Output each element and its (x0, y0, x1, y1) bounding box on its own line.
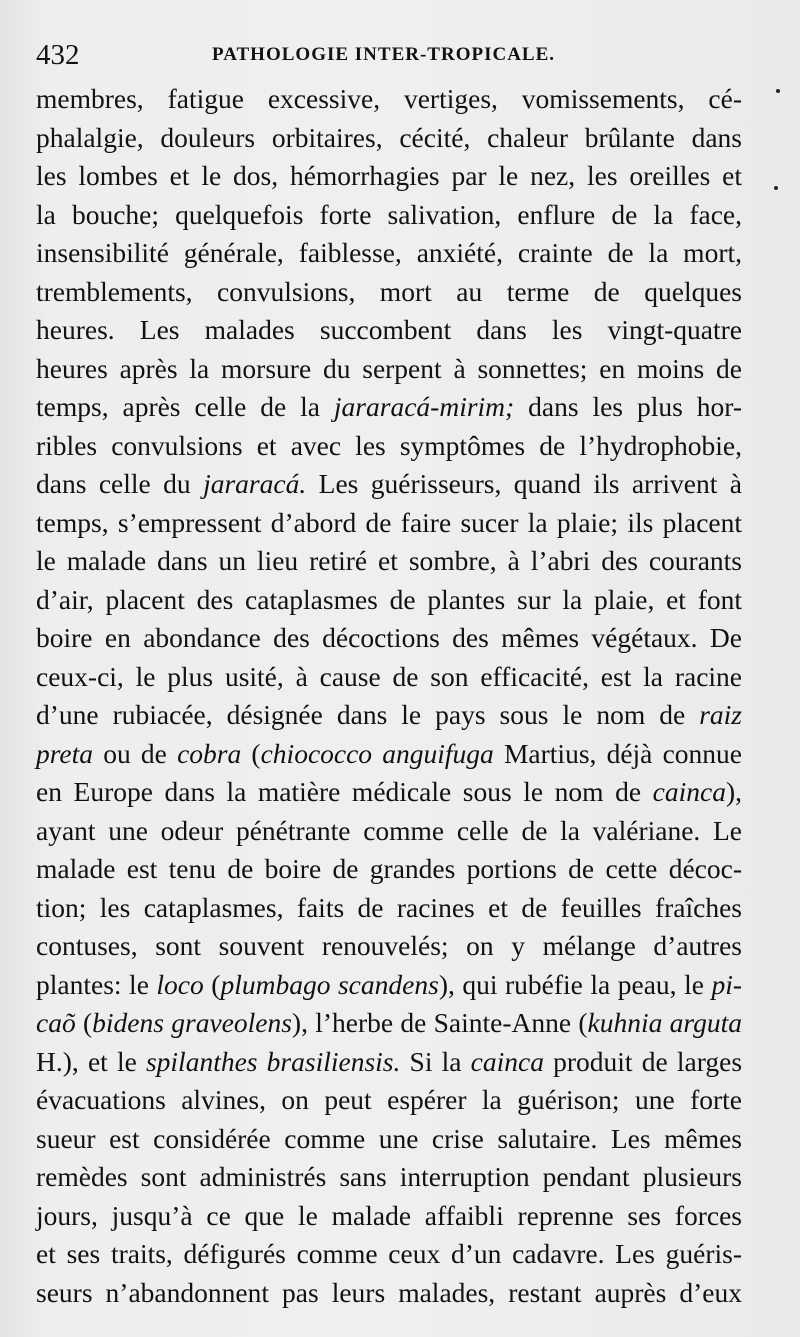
text-segment: dans les plus hor- (514, 391, 742, 422)
text-line (36, 850, 742, 889)
text-segment: jours, jusqu’à ce que le malade affaibli reprenne ses forces (36, 1199, 742, 1231)
text-segment: Martius, déjà connue (493, 737, 742, 769)
text-line (36, 812, 742, 851)
text-segment: ayant une odeur pénétrante comme celle de la valériane. Le (36, 814, 742, 846)
page-number: 432 (36, 39, 80, 71)
text-segment: ), et le (62, 1045, 146, 1077)
text-line (36, 927, 742, 966)
text-segment: tion; les cataplasmes, faits de racines et de feuilles fraîches (36, 891, 742, 923)
text-line (36, 696, 742, 735)
text-line (36, 619, 742, 658)
italic-term: chiococco anguifuga (260, 737, 494, 769)
text-line (36, 1004, 742, 1043)
italic-term: preta (36, 737, 94, 769)
text-line (36, 1158, 742, 1197)
text-segment: heures après la morsure du serpent à sonnettes; en moins de (36, 352, 742, 384)
text-segment: Si la (400, 1045, 471, 1077)
text-line (36, 735, 742, 774)
text-line (36, 427, 742, 466)
text-line (36, 80, 742, 119)
text-segment: ), (725, 776, 742, 807)
text-line (36, 1043, 742, 1082)
text-line (36, 465, 742, 504)
text-segment: membres, fatigue excessive, vertiges, vomissements, cé- (36, 83, 742, 114)
text-line (36, 1274, 742, 1313)
text-line (36, 196, 742, 235)
page-header (36, 38, 766, 72)
italic-term: jararacá. (203, 468, 307, 499)
print-speck (774, 186, 778, 190)
italic-term: cainca (652, 776, 726, 807)
text-line (36, 350, 742, 389)
italic-term: cobra (177, 737, 242, 769)
text-line (36, 658, 742, 697)
text-segment: insensibilité générale, faiblesse, anxiété, crainte de la mort, (36, 237, 742, 268)
text-segment: seurs n’abandonnent pas leurs malades, restant auprès d’eux (36, 1276, 742, 1308)
text-segment: la bouche; quelquefois forte salivation, enflure de la face, (36, 198, 742, 230)
text-line (36, 773, 742, 812)
italic-term: jararacá-mirim; (333, 391, 515, 422)
text-segment: temps, s’empressent d’abord de faire sucer la plaie; ils placent (36, 506, 742, 538)
text-segment: contuses, sont souvent renouvelés; on y mélange d’autres (36, 930, 742, 961)
running-title: PATHOLOGIE INTER-TROPICALE. (212, 44, 556, 65)
text-line (36, 504, 742, 543)
text-segment: remèdes sont administrés sans interruption pendant plusieurs (36, 1161, 742, 1192)
text-segment: ( (75, 1007, 93, 1038)
text-segment: Les guérisseurs, quand ils arrivent à (306, 468, 742, 499)
text-segment: d’air, placent des cataplasmes de plantes sur la plaie, et font (36, 583, 742, 615)
text-segment: le malade dans un lieu retiré et sombre, à l’abri des courants (36, 545, 742, 576)
print-speck (776, 89, 780, 93)
text-segment: H. (36, 1045, 63, 1077)
italic-term: bidens graveolens (92, 1007, 292, 1038)
text-segment: plantes: le (36, 968, 157, 1000)
text-line (36, 581, 742, 620)
text-segment: d’une rubiacée, désignée dans le pays sous le nom de (36, 699, 700, 730)
italic-term: plumbago scandens (220, 968, 439, 1000)
body-text (36, 80, 742, 1312)
text-segment: malade est tenu de boire de grandes portions de cette décoc- (36, 853, 742, 884)
text-segment: ), qui rubéfie la peau, le (438, 968, 712, 1000)
text-segment: boire en abondance des décoctions des mêmes végétaux. De (36, 622, 742, 653)
text-line (36, 157, 742, 196)
text-line (36, 1081, 742, 1120)
text-line (36, 1120, 742, 1159)
text-line (36, 273, 742, 312)
text-segment: et ses traits, défigurés comme ceux d’un cadavre. Les guéris- (36, 1238, 742, 1269)
italic-term: loco (156, 968, 204, 1000)
text-segment: ( (241, 737, 261, 769)
italic-term: caõ (36, 1007, 76, 1038)
text-line (36, 311, 742, 350)
italic-term: kuhnia arguta (587, 1007, 742, 1038)
text-segment: ceux-ci, le plus usité, à cause de son efficacité, est la racine (36, 660, 742, 692)
text-segment: sueur est considérée comme une crise salutaire. Les mêmes (36, 1122, 742, 1154)
text-line (36, 966, 742, 1005)
text-segment: temps, après celle de la (36, 391, 334, 422)
text-segment: ou de (93, 737, 178, 769)
text-segment: produit de larges (543, 1045, 743, 1077)
text-segment: tremblements, convulsions, mort au terme de quelques (36, 275, 742, 307)
text-line (36, 119, 742, 158)
italic-term: spilanthes brasiliensis. (145, 1045, 401, 1077)
text-segment: phalalgie, douleurs orbitaires, cécité, chaleur brûlante dans (36, 121, 742, 153)
italic-term: cainca (470, 1045, 544, 1077)
text-line (36, 388, 742, 427)
text-line (36, 889, 742, 928)
text-segment: les lombes et le dos, hémorrhagies par le nez, les oreilles et (36, 160, 742, 191)
text-line (36, 1197, 742, 1236)
text-segment: heures. Les malades succombent dans les vingt-quatre (36, 314, 742, 345)
text-line (36, 1235, 742, 1274)
text-segment: ribles convulsions et avec les symptômes de l’hydrophobie, (36, 429, 742, 461)
text-line (36, 542, 742, 581)
italic-term: pi- (711, 968, 742, 1000)
text-segment: en Europe dans la matière médicale sous le nom de (36, 776, 653, 807)
text-segment: ( (203, 968, 221, 1000)
text-segment: évacuations alvines, on peut espérer la guérison; une forte (36, 1084, 742, 1115)
text-line (36, 234, 742, 273)
text-segment: dans celle du (36, 468, 204, 499)
text-segment: ), l’herbe de Sainte-Anne ( (291, 1007, 588, 1038)
italic-term: raiz (699, 699, 742, 730)
